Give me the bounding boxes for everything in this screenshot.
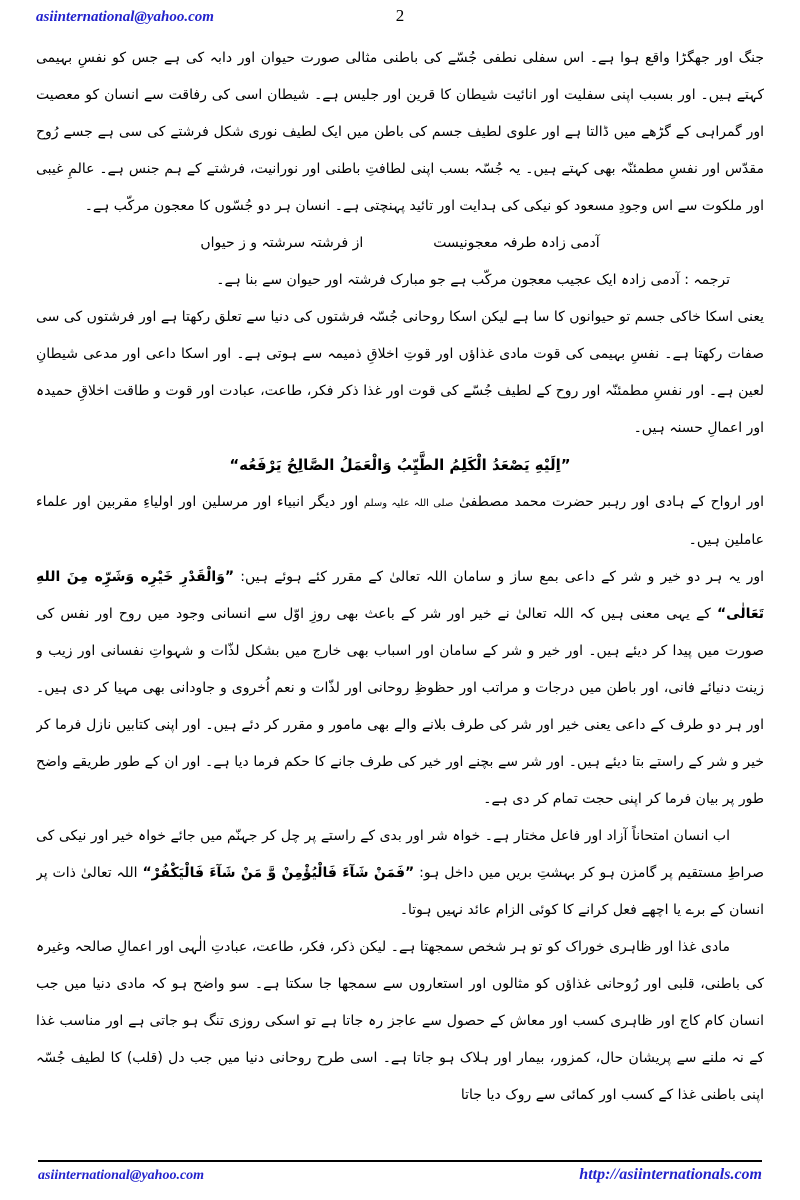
paragraph-5-text-cont: اللہ تعالیٰ ذات پر انسان کے برے یا اچھے فعل کرانے کا کوئی الزام عائد نہیں ہوتا۔: [36, 865, 764, 918]
arabic-quote-qadr: ”وَالْقَدْرِ خَيْرِه وَشَرِّه مِنَ اللهِ تَعَالٰی“: [36, 569, 764, 622]
salawat-mark: صلی اللہ علیہ وسلم: [363, 498, 454, 509]
paragraph-6: مادی غذا اور ظاہری خوراک کو تو ہر شخص سمجھتا ہے۔ لیکن ذکر، فکر، طاعت، عبادتِ الٰہی اور اعمالِ صالحہ وغیرہ کی باطنی، قلبی اور رُوحانی غذاؤں کو مثالوں اور استعاروں سے سمجھا جا سکتا ہے۔ سو واضح ہو کہ مادی دنیا میں جب انسان کام کاج اور ظاہری کسب اور معاش کے حصول سے عاجز رہ جاتا ہے تو اسکی روزی تنگ ہو جاتی ہے اور مناسب غذا کے نہ ملنے سے پریشان حال، کمزور، بیمار اور ہلاک ہو جاتا ہے۔ اسی طرح روحانی دنیا میں جب دل (قلب) کا لطیف جُسّہ اپنی باطنی غذا کے کسب اور کمائی سے روک دیا جاتا: [36, 939, 764, 1103]
paragraph-5: [36, 818, 764, 929]
couplet-second-hemistich: از فرشتہ سرشتہ و ز حیواں: [200, 235, 364, 251]
couplet-first-hemistich: آدمی زادہ طرفہ معجونیست: [433, 235, 600, 251]
document-body: [36, 40, 764, 1132]
header-email-link[interactable]: asiinternational@yahoo.com: [36, 9, 214, 25]
paragraph-3-text-cont: اور دیگر انبیاء اور مرسلین اور اولیاءِ مقربین اور علماء عاملین ہیں۔: [36, 494, 764, 548]
paragraph-5-text: اب انسان امتحاناً آزاد اور فاعل مختار ہے۔ خواہ شر اور بدی کے راستے پر چل کر جہنّم میں جائے خواہ خیر اور نیکی کی صراطِ مستقیم پر گامزن ہو کر بہشتِ بریں میں داخل ہو:: [36, 828, 764, 881]
paragraph-3: [36, 484, 764, 559]
paragraph-3-text: اور ارواح کے ہادی اور رہبر حضرت محمد مصطفیٰ: [453, 494, 764, 510]
paragraph-2: یعنی اسکا خاکی جسم تو حیوانوں کا سا ہے لیکن اسکا روحانی جُسّہ فرشتوں کی دنیا سے تعلق رکھتا ہے اور فرشتوں کی سی صفات رکھتا ہے۔ نفسِ بہیمی کی قوت مادی غذاؤں اور قوتِ اخلاقِ ذمیمہ سے ہوتی ہے۔ اور اسکا داعی اور مدعی شیطانِ لعین ہے۔ اور نفسِ مطمئنّہ اور روح کے لطیف جُسّے کی قوت اور غذا ذکر فکر، طاعت، عبادت اور قوت و طاقت اخلاقِ حمیدہ اور اعمالِ حسنہ ہیں۔: [36, 309, 764, 436]
persian-couplet: [36, 225, 764, 262]
paragraph-1: جنگ اور جھگڑا واقع ہوا ہے۔ اس سفلی نطفی جُسّے کی باطنی مثالی صورت حیوان اور دابہ کی ہے جس کو نفسِ بہیمی کہتے ہیں۔ اور بسبب اپنی سفلیت اور انائیت شیطان کا قرین اور جلیس ہے۔ شیطان اسی کی رفاقت سے انسان کو معصیت اور گمراہی کے گڑھے میں ڈالتا ہے اور علوی لطیف جسم کی باطن میں ایک لطیف نوری شکل فرشتے کی سی ہے جسے رُوح مقدّس اور نفسِ مطمئنّہ بھی کہتے ہیں۔ یہ جُسّہ بسب اپنی لطافتِ باطنی اور نورانیت، فرشتے کے ہم جنس ہے۔ عالمِ غیبی اور ملکوت سے اس وجودِ مسعود کو نیکی کی ہدایت اور تائید پہنچتی ہے۔ انسان ہر دو جُسّوں کا معجون مرکّب ہے۔: [36, 50, 764, 214]
paragraph-4: [36, 559, 764, 818]
footer-email-link[interactable]: asiinternational@yahoo.com: [38, 1168, 205, 1183]
page-header: [36, 6, 764, 38]
paragraph-4-text: اور یہ ہر دو خیر و شر کے داعی بمع ساز و سامان اللہ تعالیٰ کے مقرر کئے ہوئے ہیں:: [234, 569, 764, 585]
arabic-quote-faman-shaa: ”فَمَنْ شَآءَ فَالْيُؤْمِنْ وَّ مَنْ شَآءَ فَالْيَكْفُرْ“: [142, 865, 415, 881]
page-footer: [38, 1160, 762, 1184]
footer-website-link[interactable]: http://asiinternationals.com: [579, 1166, 762, 1183]
arabic-verse: ”اِلَيْهِ يَصْعَدُ الْكَلِمُ الطَّيِّبُ وَالْعَمَلُ الصَّالِحُ يَرْفَعُه“: [229, 456, 571, 474]
page-number: 2: [395, 6, 405, 25]
paragraph-4-text-cont: کے یہی معنی ہیں کہ اللہ تعالیٰ نے خیر اور شر کے باعث بھی روزِ اوّل سے انسانی وجود میں روح اور نفس کی صورت میں پیدا کر دیئے ہیں۔ اور خیر و شر کے سامان اور اسباب بھی خارج میں بشکل لذّات و شہواتِ نفسانی اور زیب و زینت دنیائے فانی، اور باطن میں درجات و مراتب اور حظوظِ روحانی اور لذّات و نعم اُخروی و جاودانی بھی مہیا کر دی ہیں۔ اور ہر دو طرف کے داعی یعنی خیر اور شر کی طرف بلانے والے بھی مامور و مقرر کر دئے ہیں۔ اور اپنی کتابیں نازل فرما کر خیر و شر کے راستے بتا دیئے ہیں۔ اور شر سے بچنے اور خیر کی طرف جانے کا حکم فرما دیا ہے۔ اور ان کے طور طریقے واضح طور پر بیان فرما کر اپنی حجت تمام کر دی ہے۔: [36, 606, 764, 807]
couplet-translation: ترجمہ : آدمی زادہ ایک عجیب معجون مرکّب ہے جو مبارک فرشتہ اور حیوان سے بنا ہے۔: [216, 272, 730, 288]
